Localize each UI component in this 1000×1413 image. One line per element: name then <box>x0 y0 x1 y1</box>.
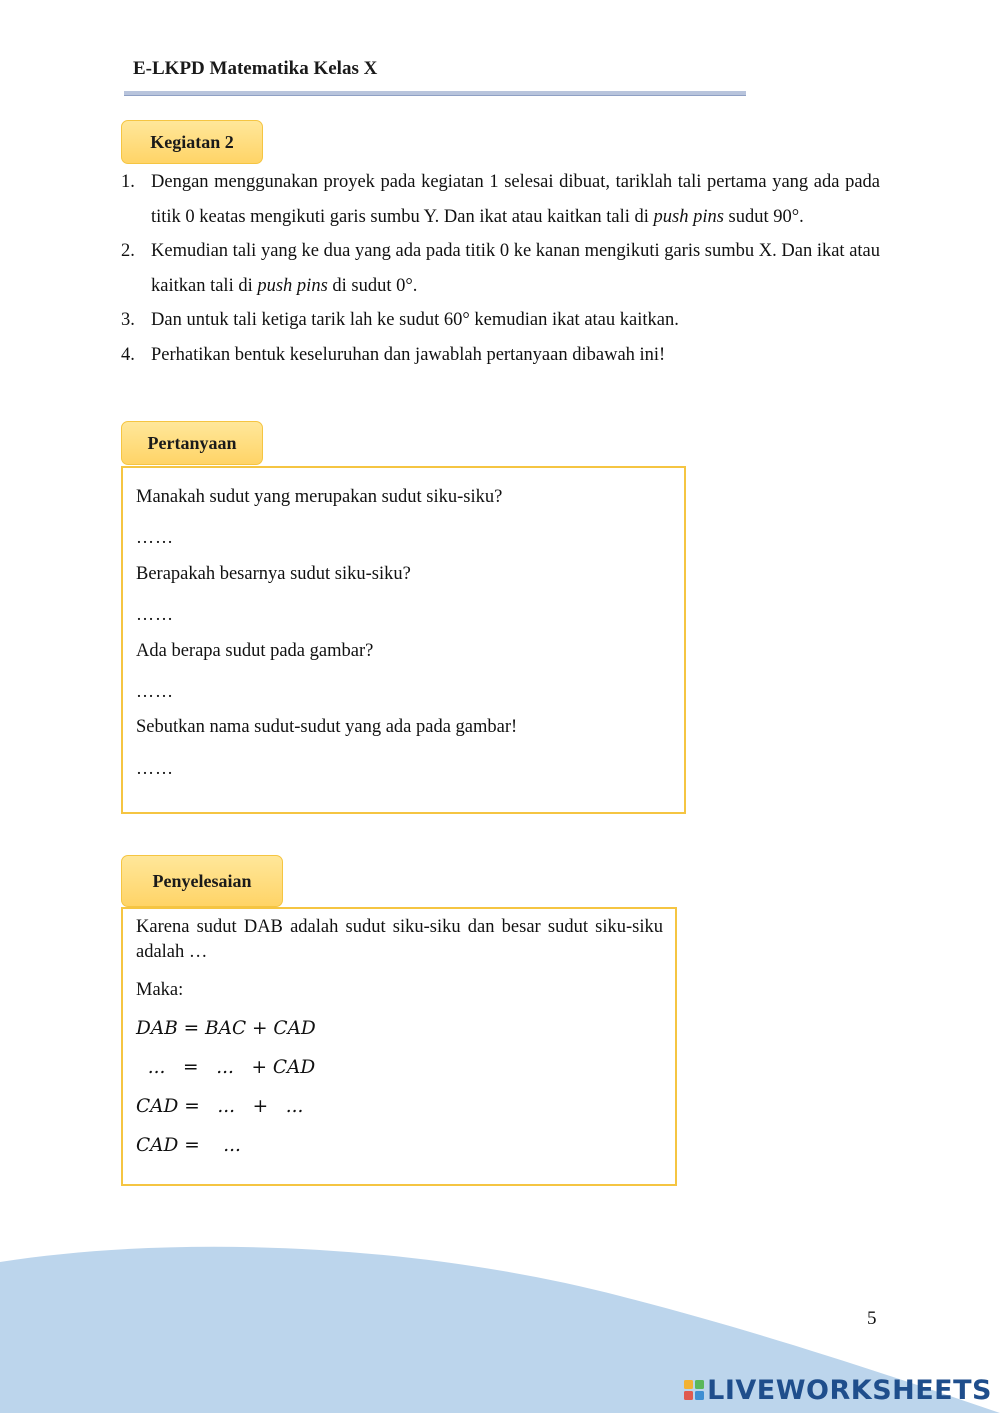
question-text: Sebutkan nama sudut-sudut yang ada pada gambar! <box>136 717 518 737</box>
question-text: Berapakah besarnya sudut siku-siku? <box>136 564 411 584</box>
penyelesaian-tab <box>121 855 283 907</box>
pertanyaan-label: Pertanyaan <box>147 432 237 453</box>
step-text-end: sudut 90°. <box>723 206 804 227</box>
answer-blank[interactable]: …… <box>136 527 174 547</box>
step-emphasis: push pins <box>257 275 328 296</box>
question-text: Manakah sudut yang merupakan sudut siku-siku? <box>136 487 503 507</box>
step-text: Dengan menggunakan proyek pada kegiatan 1 selesai dibuat, tariklah tali pertama yang ada pada titik 0 keatas mengikuti garis sumbu Y. Dan ikat atau kaitkan tali di <box>151 172 880 227</box>
brand-watermark[interactable] <box>683 1371 992 1409</box>
solution-text: Karena sudut DAB adalah sudut siku-siku dan besar sudut siku-siku adalah … <box>136 917 663 962</box>
question-text: Ada berapa sudut pada gambar? <box>136 641 374 661</box>
step-item <box>118 338 880 373</box>
equation-line[interactable]: ... = ... + CAD <box>136 1057 316 1078</box>
equation-line: DAB = BAC + CAD <box>136 1018 316 1039</box>
step-number: 1. <box>121 172 135 192</box>
equation-line[interactable]: CAD = ... <box>136 1135 241 1156</box>
equation-line[interactable]: CAD = ... + ... <box>136 1096 304 1117</box>
answer-blank[interactable]: …… <box>136 604 174 624</box>
step-item <box>118 234 880 303</box>
header-divider <box>124 91 746 96</box>
kegiatan-tab <box>121 120 263 164</box>
step-number: 3. <box>121 310 135 330</box>
step-item <box>118 303 880 338</box>
kegiatan-label: Kegiatan 2 <box>150 131 234 152</box>
step-text: Kemudian tali yang ke dua yang ada pada titik 0 ke kanan mengikuti garis sumbu X. Dan ikat atau kaitkan tali di <box>151 241 881 296</box>
pertanyaan-tab <box>121 421 263 465</box>
answer-blank[interactable]: …… <box>136 758 174 778</box>
pertanyaan-box <box>121 466 686 814</box>
steps-list <box>118 165 880 372</box>
liveworksheets-logo-icon <box>683 1379 705 1401</box>
brand-name: LIVEWORKSHEETS <box>707 1374 992 1406</box>
penyelesaian-label: Penyelesaian <box>152 870 252 891</box>
step-text-end: di sudut 0°. <box>327 275 418 296</box>
step-number: 2. <box>121 241 135 261</box>
page-number: 5 <box>867 1308 877 1329</box>
page-header-title: E-LKPD Matematika Kelas X <box>133 58 378 79</box>
solution-maka: Maka: <box>136 980 184 1000</box>
step-number: 4. <box>121 344 135 365</box>
step-emphasis: push pins <box>653 206 724 227</box>
step-item <box>118 165 880 234</box>
step-text: Perhatikan bentuk keseluruhan dan jawablah pertanyaan dibawah ini! <box>151 344 666 365</box>
answer-blank[interactable]: …… <box>136 681 174 701</box>
step-text: Dan untuk tali ketiga tarik lah ke sudut 60° kemudian ikat atau kaitkan. <box>151 310 679 330</box>
